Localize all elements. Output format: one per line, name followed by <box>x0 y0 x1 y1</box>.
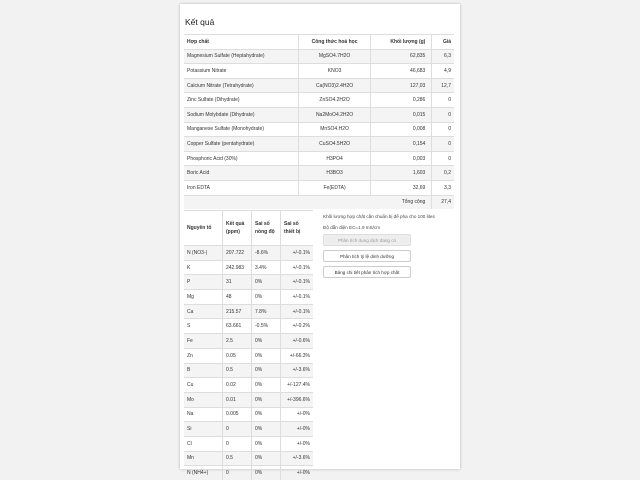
analyze-solution-button[interactable]: Phân tích dung dịch đang có <box>323 234 411 246</box>
element-cell: Mn <box>184 451 223 466</box>
element-cell: Fe <box>184 334 223 349</box>
formula-cell: ZnSO4.2H2O <box>299 93 371 108</box>
compound-name-cell: Sodium Molybdate (Dihydrate) <box>184 107 299 122</box>
result-ppm-cell: 31 <box>223 275 252 290</box>
compound-table <box>184 34 454 209</box>
device-error-cell: +/-0.1% <box>281 246 314 261</box>
device-error-cell: +/-396.6% <box>281 392 314 407</box>
element-row <box>184 334 313 349</box>
mass-cell: 62,835 <box>371 49 432 64</box>
formula-cell: H3PO4 <box>299 151 371 166</box>
element-row <box>184 290 313 305</box>
compound-name-cell: Phosphoric Acid (30%) <box>184 151 299 166</box>
price-cell: 4,9 <box>432 64 454 79</box>
element-row <box>184 304 313 319</box>
price-cell: 0 <box>432 107 454 122</box>
element-cell: K <box>184 260 223 275</box>
concentration-error-cell: 0% <box>252 275 281 290</box>
element-row <box>184 436 313 451</box>
mass-cell: 46,683 <box>371 64 432 79</box>
analyze-ratio-button[interactable]: Phân tích tỷ lệ dinh dưỡng <box>323 250 411 262</box>
detail-table-button[interactable]: Bảng chi tiết phân tích hợp chất <box>323 266 411 278</box>
element-row <box>184 451 313 466</box>
compound-row <box>184 107 454 122</box>
element-cell: Cu <box>184 378 223 393</box>
result-ppm-cell: 63.661 <box>223 319 252 334</box>
header-concentration-error: Sai số nồng độ <box>252 211 281 246</box>
compound-row <box>184 78 454 93</box>
formula-cell: CuSO4.5H2O <box>299 137 371 152</box>
total-spacer <box>184 195 299 209</box>
results-title: Kết quả <box>185 17 215 27</box>
concentration-error-cell: 0% <box>252 451 281 466</box>
element-row <box>184 466 313 480</box>
price-cell: 6,3 <box>432 49 454 64</box>
device-error-cell: +/-0.6% <box>281 334 314 349</box>
concentration-error-cell: -8.6% <box>252 246 281 261</box>
concentration-error-cell: 0% <box>252 466 281 480</box>
formula-cell: Na2MoO4.2H2O <box>299 107 371 122</box>
result-ppm-cell: 48 <box>223 290 252 305</box>
compound-name-cell: Calcium Nitrate (Tetrahydrate) <box>184 78 299 93</box>
formula-cell: Ca(NO3)2.4H2O <box>299 78 371 93</box>
device-error-cell: +/-0% <box>281 422 314 437</box>
mass-cell: 0,003 <box>371 151 432 166</box>
device-error-cell: +/-0% <box>281 466 314 480</box>
element-cell: Mo <box>184 392 223 407</box>
mass-cell: 0,154 <box>371 137 432 152</box>
device-error-cell: +/-3.6% <box>281 363 314 378</box>
concentration-error-cell: 0% <box>252 363 281 378</box>
element-row <box>184 260 313 275</box>
compound-name-cell: Potassium Nitrate <box>184 64 299 79</box>
concentration-error-cell: 0% <box>252 348 281 363</box>
header-compound: Hợp chất <box>184 35 299 50</box>
compound-row <box>184 93 454 108</box>
formula-cell: MnSO4.H2O <box>299 122 371 137</box>
mass-cell: 32,69 <box>371 180 432 195</box>
element-row <box>184 422 313 437</box>
formula-cell: H3BO3 <box>299 166 371 181</box>
result-ppm-cell: 0.005 <box>223 407 252 422</box>
formula-cell: MgSO4.7H2O <box>299 49 371 64</box>
compound-name-cell: Manganese Sulfate (Monohydrate) <box>184 122 299 137</box>
mass-cell: 0,286 <box>371 93 432 108</box>
element-cell: N (NO3-) <box>184 246 223 261</box>
result-ppm-cell: 0 <box>223 466 252 480</box>
element-cell: S <box>184 319 223 334</box>
header-price: Giá <box>432 35 454 50</box>
info-ec: Độ dẫn điện EC=1.9 mS/cm <box>323 225 381 230</box>
result-ppm-cell: 2.5 <box>223 334 252 349</box>
device-error-cell: +/-127.4% <box>281 378 314 393</box>
result-ppm-cell: 242.983 <box>223 260 252 275</box>
result-ppm-cell: 0 <box>223 422 252 437</box>
concentration-error-cell: 0% <box>252 378 281 393</box>
device-error-cell: +/-0.1% <box>281 304 314 319</box>
element-cell: P <box>184 275 223 290</box>
device-error-cell: +/-66.3% <box>281 348 314 363</box>
price-cell: 0 <box>432 137 454 152</box>
formula-cell: Fe(EDTA) <box>299 180 371 195</box>
info-text <box>323 211 457 233</box>
mass-cell: 0,008 <box>371 122 432 137</box>
element-cell: Cl <box>184 436 223 451</box>
header-device-error: Sai số thiết bị <box>281 211 314 246</box>
compound-name-cell: Magnesium Sulfate (Heptahydrate) <box>184 49 299 64</box>
header-formula: Công thức hoá học <box>299 35 371 50</box>
price-cell: 0,2 <box>432 166 454 181</box>
results-card <box>180 4 460 477</box>
compound-table-header <box>184 35 454 50</box>
compound-row <box>184 151 454 166</box>
info-volume: Khối lượng hợp chất cần chuẩn bị để pha cho 100 lites <box>323 214 435 219</box>
element-cell: N (NH4+) <box>184 466 223 480</box>
price-cell: 12,7 <box>432 78 454 93</box>
element-cell: Na <box>184 407 223 422</box>
mass-cell: 1,603 <box>371 166 432 181</box>
result-ppm-cell: 215.57 <box>223 304 252 319</box>
device-error-cell: +/-3.6% <box>281 451 314 466</box>
compound-row <box>184 49 454 64</box>
header-result-ppm: Kết quả (ppm) <box>223 211 252 246</box>
element-cell: B <box>184 363 223 378</box>
price-cell: 0 <box>432 151 454 166</box>
concentration-error-cell: 7.8% <box>252 304 281 319</box>
concentration-error-cell: 0% <box>252 290 281 305</box>
result-ppm-cell: 0.02 <box>223 378 252 393</box>
concentration-error-cell: 0% <box>252 436 281 451</box>
device-error-cell: +/-0.1% <box>281 260 314 275</box>
compound-name-cell: Zinc Sulfate (Dihydrate) <box>184 93 299 108</box>
result-ppm-cell: 207.722 <box>223 246 252 261</box>
element-row <box>184 275 313 290</box>
price-cell: 0 <box>432 93 454 108</box>
element-row <box>184 392 313 407</box>
price-cell: 3,3 <box>432 180 454 195</box>
element-cell: Si <box>184 422 223 437</box>
result-ppm-cell: 0.5 <box>223 451 252 466</box>
price-cell: 0 <box>432 122 454 137</box>
total-value: 27,4 <box>432 195 454 209</box>
result-ppm-cell: 0.5 <box>223 363 252 378</box>
formula-cell: KNO3 <box>299 64 371 79</box>
element-cell: Zn <box>184 348 223 363</box>
mass-cell: 0,015 <box>371 107 432 122</box>
concentration-error-cell: 0% <box>252 392 281 407</box>
result-ppm-cell: 0.01 <box>223 392 252 407</box>
device-error-cell: +/-0.1% <box>281 290 314 305</box>
result-ppm-cell: 0.05 <box>223 348 252 363</box>
header-element: Nguyên tố <box>184 211 223 246</box>
compound-name-cell: Boric Acid <box>184 166 299 181</box>
element-row <box>184 378 313 393</box>
compound-row <box>184 137 454 152</box>
compound-name-cell: Copper Sulfate (pentahydrate) <box>184 137 299 152</box>
compound-row <box>184 166 454 181</box>
result-ppm-cell: 0 <box>223 436 252 451</box>
compound-name-cell: Iron EDTA <box>184 180 299 195</box>
compound-row <box>184 122 454 137</box>
element-table-header <box>184 211 313 246</box>
total-spacer <box>299 195 371 209</box>
concentration-error-cell: 3.4% <box>252 260 281 275</box>
element-cell: Mg <box>184 290 223 305</box>
device-error-cell: +/-0% <box>281 436 314 451</box>
mass-cell: 127,03 <box>371 78 432 93</box>
concentration-error-cell: -0.5% <box>252 319 281 334</box>
device-error-cell: +/-0.1% <box>281 275 314 290</box>
total-label: Tổng cộng <box>371 195 432 209</box>
element-cell: Ca <box>184 304 223 319</box>
device-error-cell: +/-0% <box>281 407 314 422</box>
header-mass: Khối lượng (g) <box>371 35 432 50</box>
concentration-error-cell: 0% <box>252 422 281 437</box>
compound-row <box>184 180 454 195</box>
element-row <box>184 363 313 378</box>
compound-row <box>184 64 454 79</box>
concentration-error-cell: 0% <box>252 407 281 422</box>
device-error-cell: +/-0.2% <box>281 319 314 334</box>
element-row <box>184 319 313 334</box>
element-table <box>184 210 313 480</box>
element-row <box>184 407 313 422</box>
concentration-error-cell: 0% <box>252 334 281 349</box>
element-row <box>184 246 313 261</box>
element-row <box>184 348 313 363</box>
total-row <box>184 195 454 209</box>
